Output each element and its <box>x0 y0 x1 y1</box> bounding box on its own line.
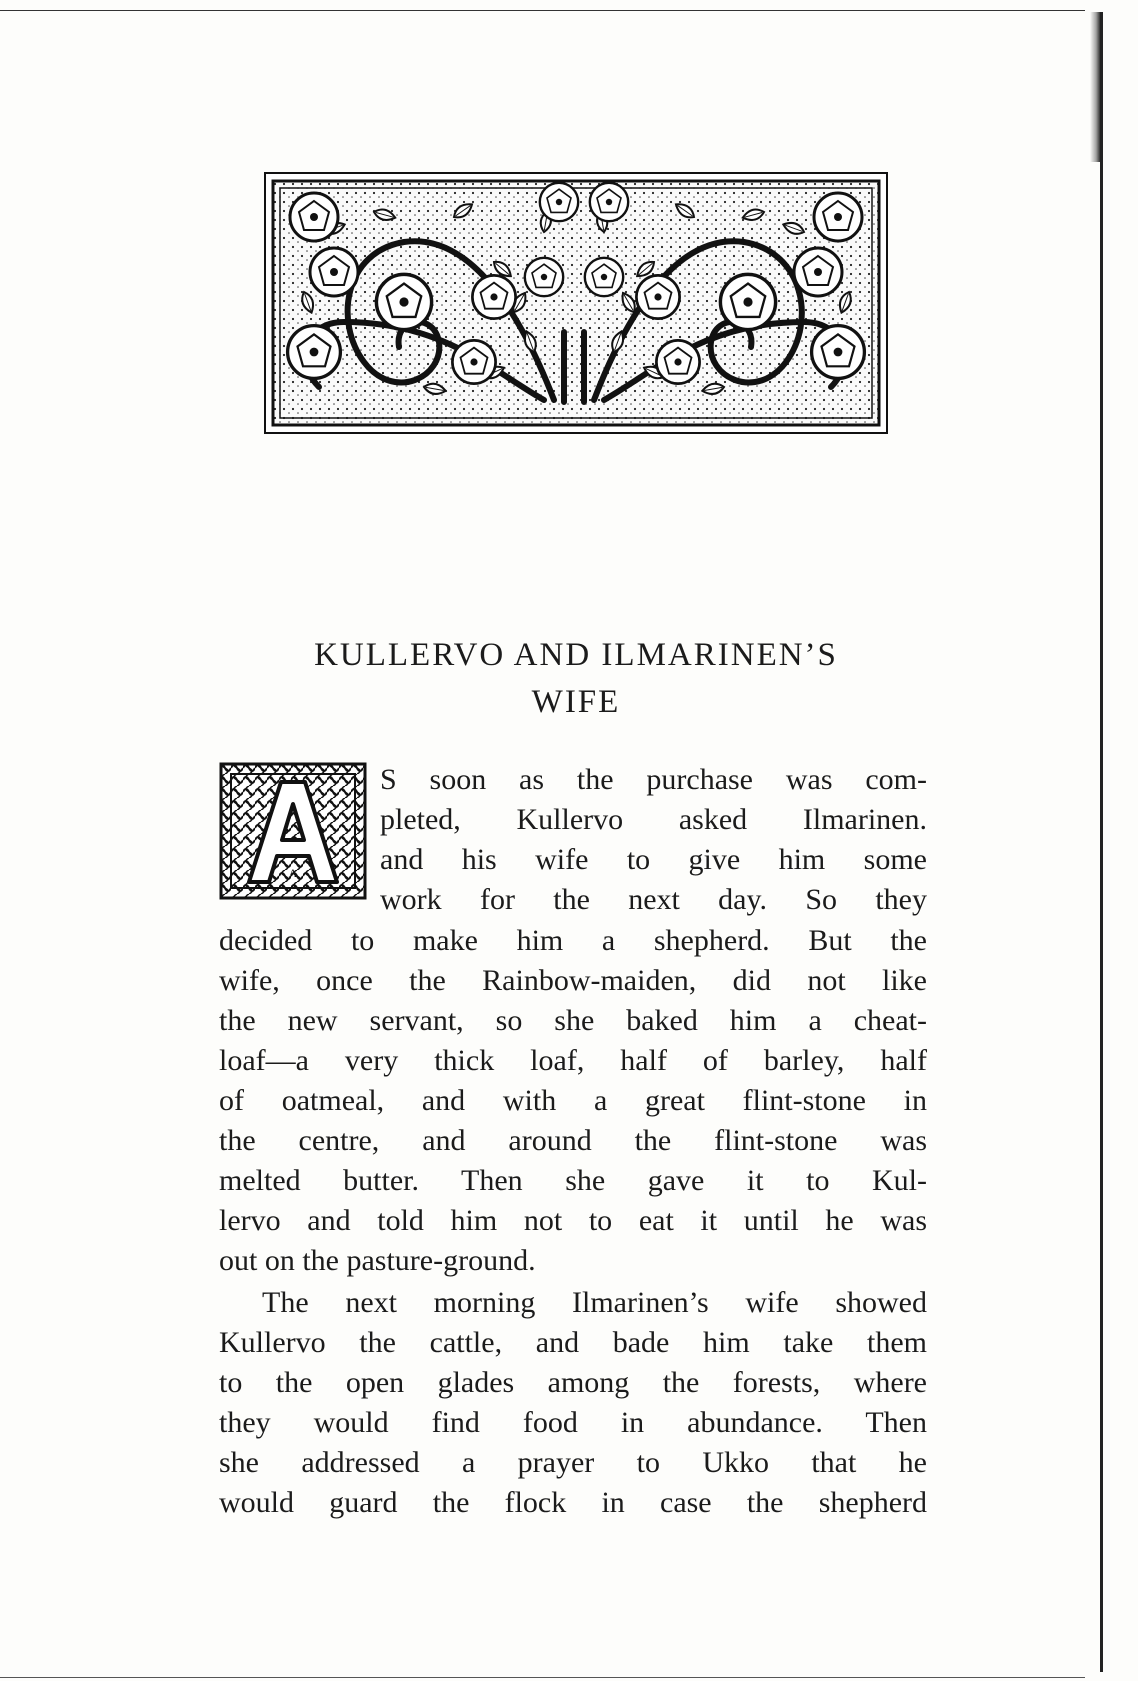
page-edge-line <box>1100 12 1103 1672</box>
text-line: and his wife to give him some <box>380 843 927 876</box>
dropcap-letter: A <box>288 866 298 880</box>
text-line: wife, once the Rainbow-maiden, did not like <box>219 964 927 997</box>
chapter-title <box>200 632 952 726</box>
text-line: loaf—a very thick loaf, half of barley, half <box>219 1044 927 1077</box>
text-line: melted butter. Then she gave it to Kul- <box>219 1164 927 1197</box>
text-line: to the open glades among the forests, where <box>219 1366 927 1399</box>
ornamental-dropcap <box>219 762 367 900</box>
floral-headpiece-ornament <box>264 172 888 434</box>
text-line: she addressed a prayer to Ukko that he <box>219 1446 927 1479</box>
text-line: work for the next day. So they <box>380 883 927 916</box>
chapter-title-line-2: WIFE <box>531 684 621 720</box>
binding-shadow <box>1090 12 1100 162</box>
text-line: S soon as the purchase was com- <box>380 763 927 796</box>
text-line: of oatmeal, and with a great flint-stone in <box>219 1084 927 1117</box>
text-line: they would find food in abundance. Then <box>219 1406 927 1439</box>
page-top-rule <box>0 10 1085 11</box>
text-line: The next morning Ilmarinen’s wife showed <box>262 1286 927 1319</box>
text-line: pleted, Kullervo asked Ilmarinen. <box>380 803 927 836</box>
chapter-title-line-1: KULLERVO AND ILMARINEN’S <box>314 637 838 673</box>
text-line: decided to make him a shepherd. But the <box>219 924 927 957</box>
text-line: out on the pasture-ground. <box>219 1244 536 1277</box>
text-line: lervo and told him not to eat it until he was <box>219 1204 927 1237</box>
text-line: the new servant, so she baked him a cheat- <box>219 1004 927 1037</box>
text-line: the centre, and around the flint-stone was <box>219 1124 927 1157</box>
text-line: would guard the flock in case the shepherd <box>219 1486 927 1519</box>
page-bottom-rule <box>0 1677 1085 1678</box>
text-line: Kullervo the cattle, and bade him take them <box>219 1326 927 1359</box>
